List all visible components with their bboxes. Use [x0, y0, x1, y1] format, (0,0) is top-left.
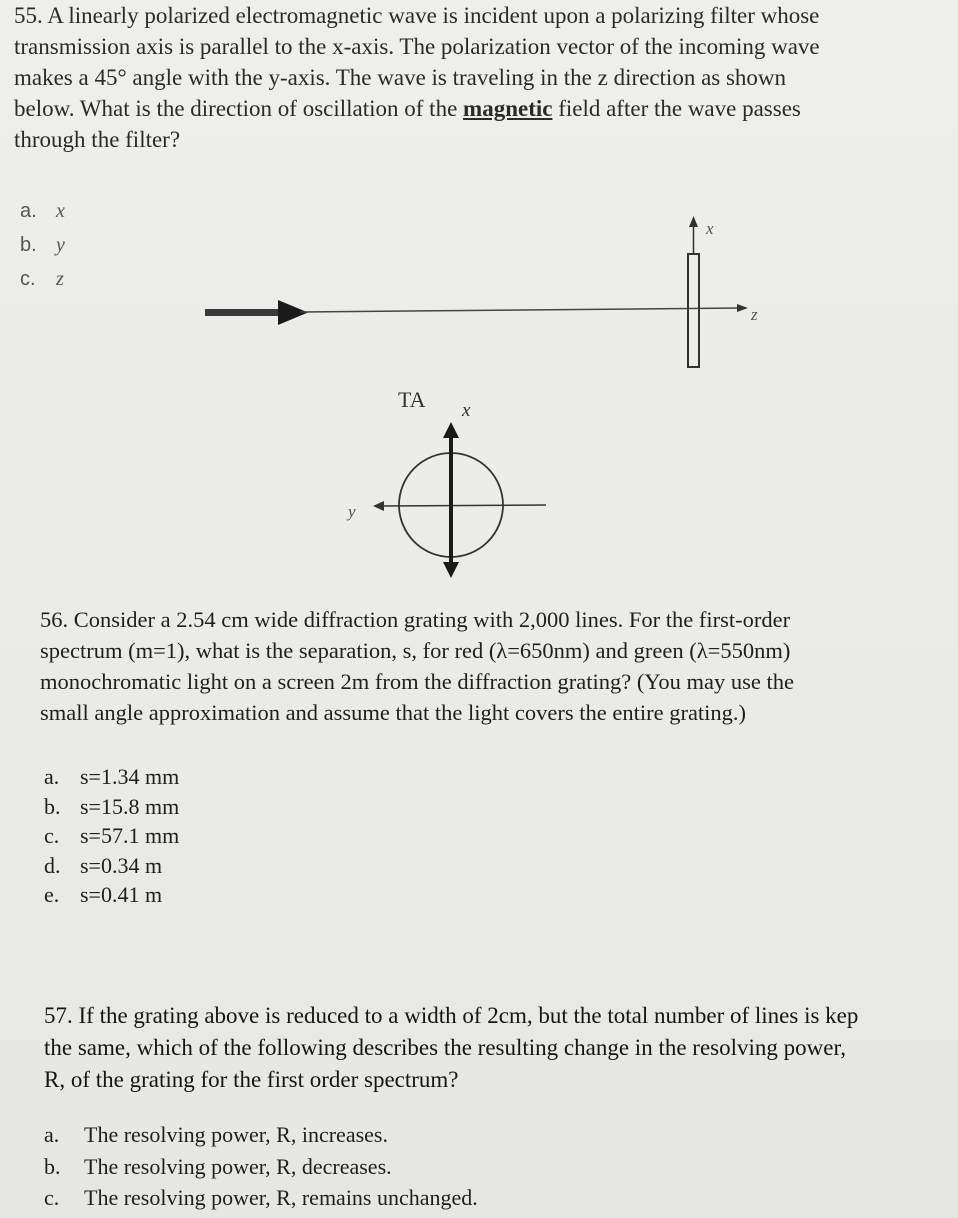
q55-line-2: transmission axis is parallel to the x-axis. The polarization vector of the incoming wave	[14, 34, 820, 59]
q55-emphasis-magnetic: magnetic	[463, 96, 553, 121]
option-letter: a.	[44, 1122, 60, 1147]
q56-line-1: 56. Consider a 2.54 cm wide diffraction grating with 2,000 lines. For the first-order	[40, 607, 791, 632]
q55-line-4-head: below. What is the direction of oscillation of the	[14, 96, 458, 121]
ta-arrowhead-bottom	[443, 562, 459, 578]
option-value: s=0.34 m	[80, 852, 163, 878]
q56-option-c[interactable]	[44, 821, 179, 851]
y-axis-label: y	[348, 502, 356, 521]
option-letter: c.	[20, 268, 36, 290]
polarizing-filter	[688, 254, 699, 367]
option-letter: b.	[44, 793, 61, 819]
q55-line-5: through the filter?	[14, 127, 181, 152]
option-value: s=57.1 mm	[80, 823, 180, 848]
option-letter: e.	[44, 882, 60, 907]
x-axis-arrowhead	[689, 216, 698, 227]
option-value: s=1.34 mm	[80, 764, 180, 789]
question-56	[40, 604, 945, 728]
q56-option-d[interactable]	[44, 851, 179, 881]
option-value: The resolving power, R, decreases.	[84, 1153, 392, 1179]
q56-option-a[interactable]	[44, 762, 179, 792]
option-letter: b.	[44, 1153, 61, 1179]
q57-option-c[interactable]	[44, 1182, 478, 1214]
z-axis-arrowhead	[737, 304, 748, 312]
option-letter: a.	[20, 200, 37, 222]
propagation-line	[300, 308, 740, 312]
option-value: y	[56, 234, 65, 256]
option-letter: c.	[44, 823, 60, 848]
option-value: s=0.41 m	[80, 882, 163, 907]
q57-line-2: the same, which of the following describes the resulting change in the resolving power,	[44, 1035, 846, 1060]
q57-option-a[interactable]	[44, 1119, 478, 1151]
option-value: The resolving power, R, remains unchanged.	[84, 1185, 478, 1210]
y-axis-line	[382, 505, 546, 506]
q55-line-3: makes a 45° angle with the y-axis. The wave is traveling in the z direction as shown	[14, 65, 787, 90]
option-value: The resolving power, R, increases.	[84, 1122, 388, 1147]
option-letter: b.	[20, 234, 37, 256]
y-axis-arrowhead	[373, 501, 384, 511]
q57-line-3: R, of the grating for the first order spectrum?	[44, 1067, 459, 1092]
q56-options	[44, 762, 179, 910]
x-axis-label: x	[706, 219, 714, 238]
transmission-axis-label: TA	[398, 387, 426, 412]
option-value: s=15.8 mm	[80, 793, 180, 819]
ta-x-label: x	[462, 400, 471, 421]
option-value: x	[56, 200, 65, 222]
q57-option-b[interactable]	[44, 1151, 478, 1183]
q57-line-1: 57. If the grating above is reduced to a width of 2cm, but the total number of lines is kep	[44, 1003, 859, 1028]
q55-line-4-tail: field after the wave passes	[558, 96, 801, 121]
question-57	[44, 1000, 958, 1096]
q56-option-b[interactable]	[44, 792, 179, 822]
z-axis-label: z	[751, 305, 758, 324]
q56-line-3: monochromatic light on a screen 2m from the diffraction grating? (You may use the	[40, 669, 794, 694]
option-letter: c.	[44, 1185, 60, 1210]
q56-option-e[interactable]	[44, 880, 179, 910]
incoming-wave-arrow	[205, 300, 308, 325]
q56-line-2: spectrum (m=1), what is the separation, s, for red (λ=650nm) and green (λ=550nm)	[40, 638, 791, 663]
q56-line-4: small angle approximation and assume that the light covers the entire grating.)	[40, 700, 747, 725]
option-letter: d.	[44, 852, 61, 878]
option-letter: a.	[44, 764, 60, 789]
q57-options	[44, 1119, 478, 1214]
q55-line-1: 55. A linearly polarized electromagnetic wave is incident upon a polarizing filter whose	[14, 3, 820, 28]
ta-arrowhead-top	[443, 422, 459, 438]
option-value: z	[56, 268, 64, 290]
polarizer-diagram	[0, 0, 958, 600]
